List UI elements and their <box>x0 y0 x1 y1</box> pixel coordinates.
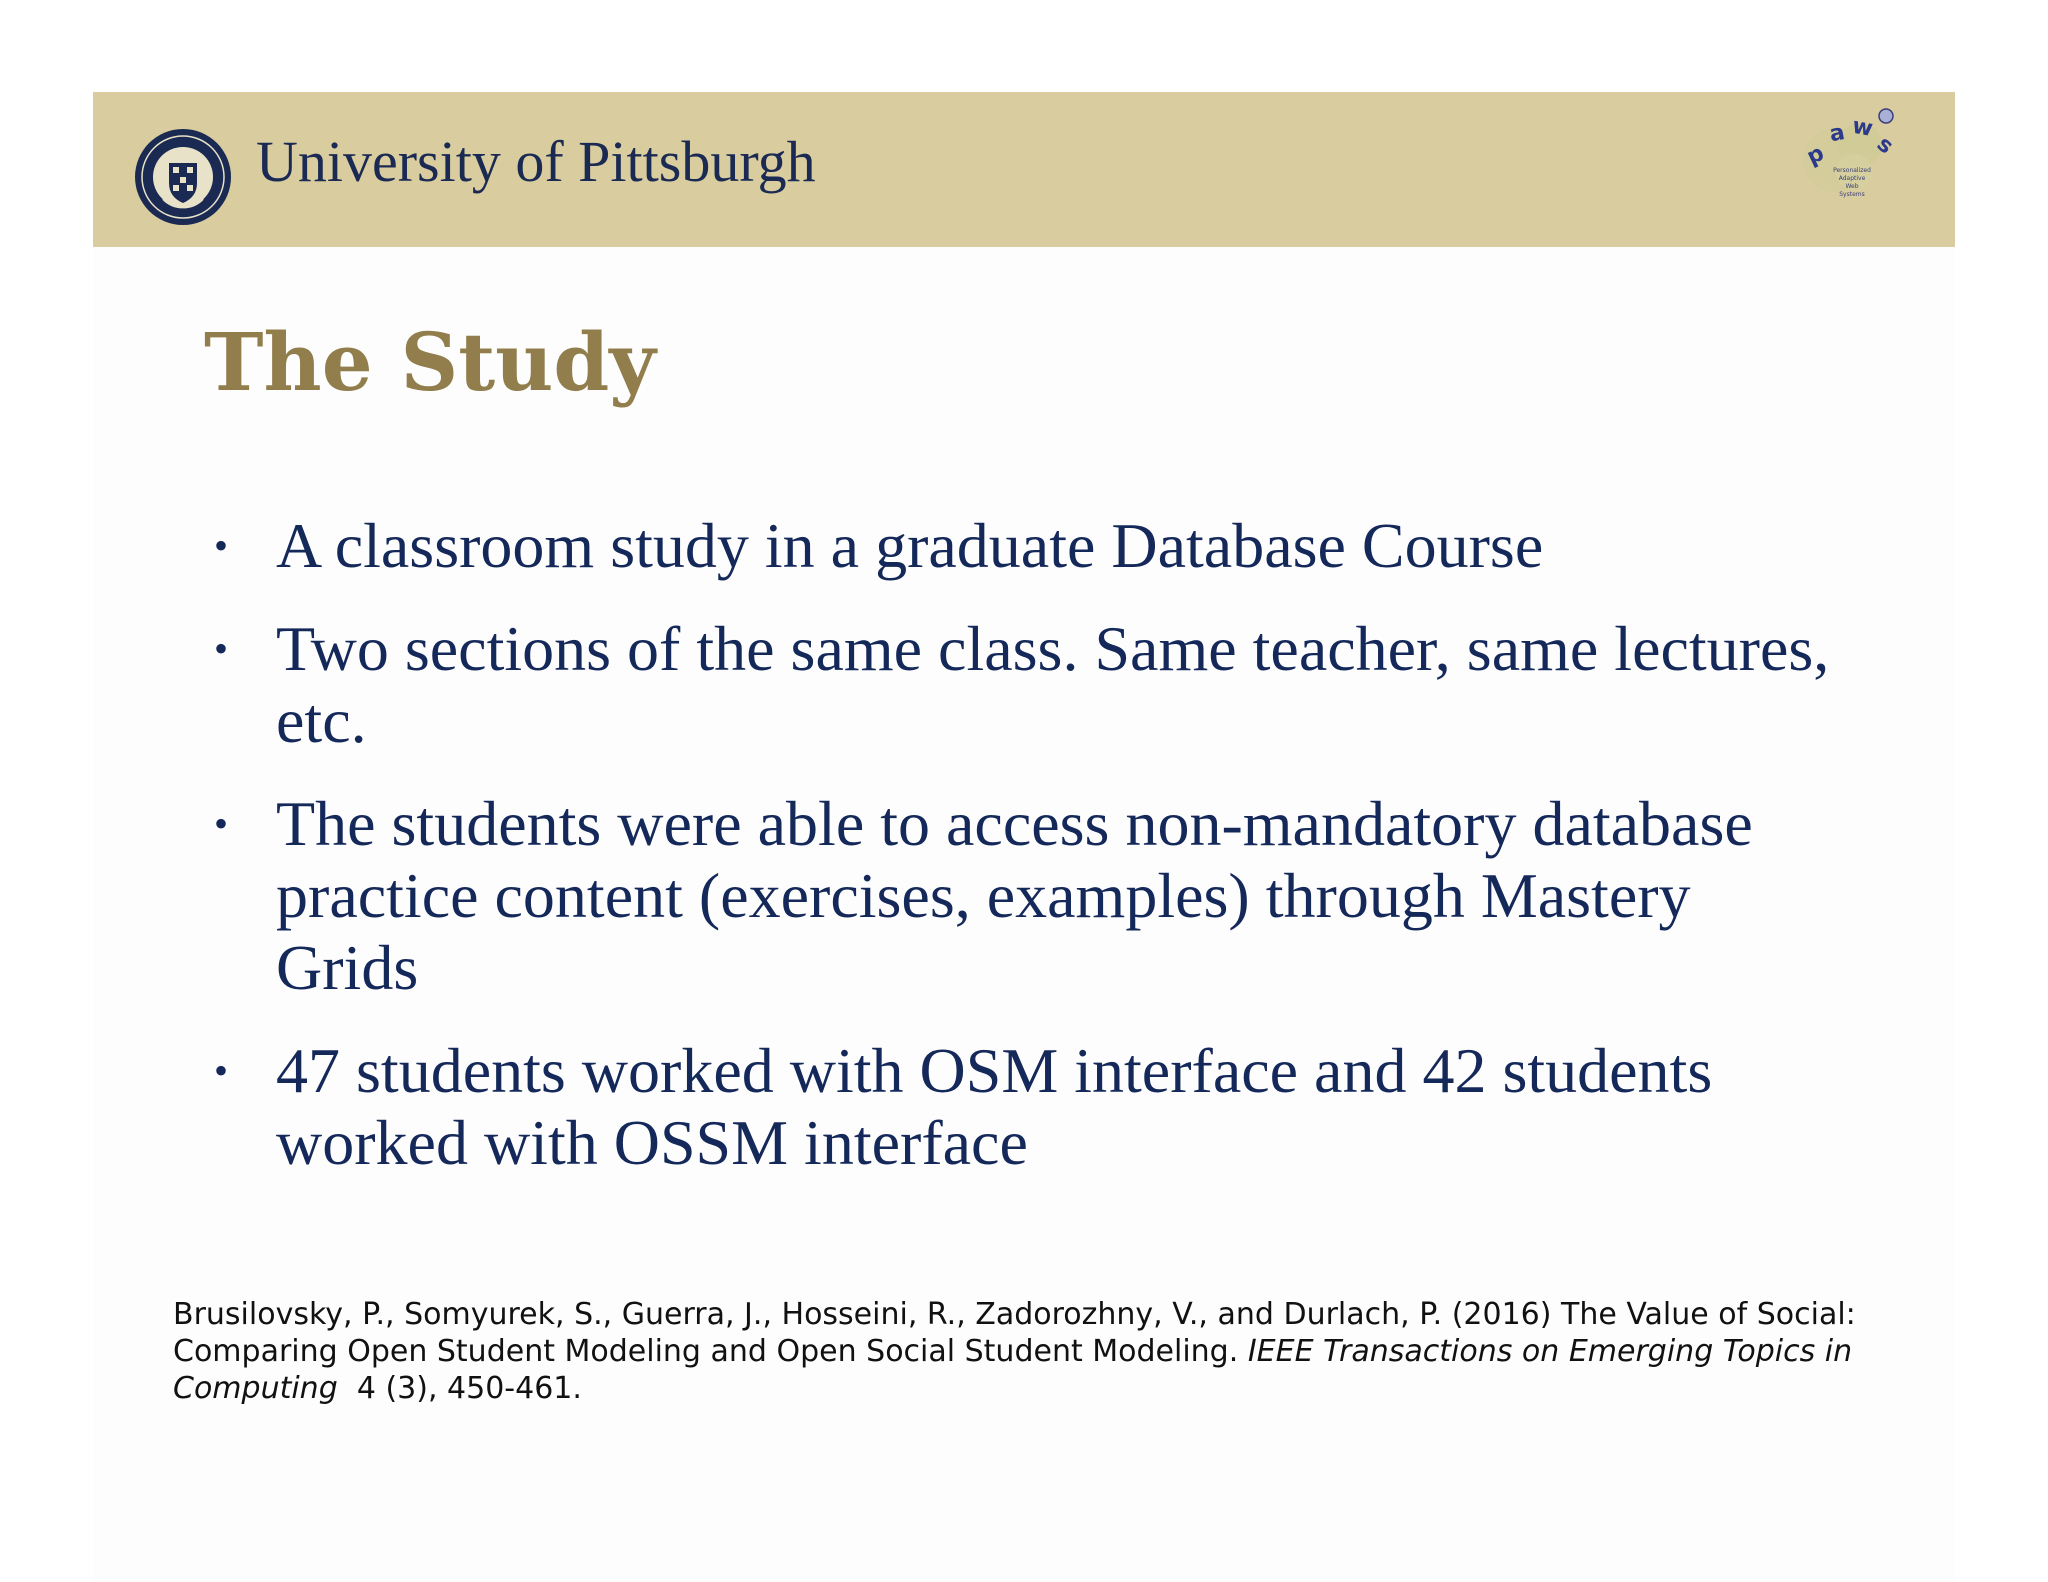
bullet-item <box>204 788 1844 1004</box>
bullet-dot-icon: • <box>214 523 229 568</box>
svg-text:s: s <box>1871 131 1898 160</box>
bullet-dot-icon: • <box>214 626 229 671</box>
citation <box>173 1296 1873 1407</box>
bullet-item <box>204 613 1844 757</box>
bullet-item <box>204 510 1844 582</box>
bullet-text: The students were able to access non-mandatory database practice content (exercises, examples) through Mastery Grids <box>276 788 1753 1003</box>
svg-text:Personalized: Personalized <box>1833 167 1871 174</box>
svg-text:p: p <box>1803 140 1829 171</box>
svg-text:Systems: Systems <box>1839 191 1865 198</box>
svg-text:Adaptive: Adaptive <box>1838 175 1866 182</box>
svg-text:w: w <box>1850 113 1875 142</box>
paws-logo-icon <box>1790 100 1900 210</box>
bullet-item <box>204 1035 1844 1179</box>
slide-title: The Study <box>204 315 656 409</box>
bullet-dot-icon: • <box>214 1048 229 1093</box>
bullet-text: 47 students worked with OSM interface and 42 students worked with OSSM interface <box>276 1035 1713 1178</box>
svg-text:a: a <box>1827 120 1847 148</box>
university-seal-icon <box>133 127 233 227</box>
citation-journal: IEEE Transactions on Emerging Topics in Computing <box>173 1334 1853 1406</box>
citation-volume-pages: 4 (3), 450-461. <box>356 1371 582 1406</box>
bullet-text: A classroom study in a graduate Database Course <box>276 510 1544 581</box>
university-name: University of Pittsburgh <box>256 129 816 194</box>
bullet-dot-icon: • <box>214 801 229 846</box>
bullet-text: Two sections of the same class. Same teacher, same lectures, etc. <box>276 613 1830 756</box>
svg-text:Web: Web <box>1845 183 1859 190</box>
citation-authors-title: Brusilovsky, P., Somyurek, S., Guerra, J., Hosseini, R., Zadorozhny, V., and Durlach, P. (2016) The Value of Social: Comparing Open Student Modeling and Open Social Student Modeling. <box>173 1297 1856 1369</box>
bullet-list <box>204 510 1844 1210</box>
